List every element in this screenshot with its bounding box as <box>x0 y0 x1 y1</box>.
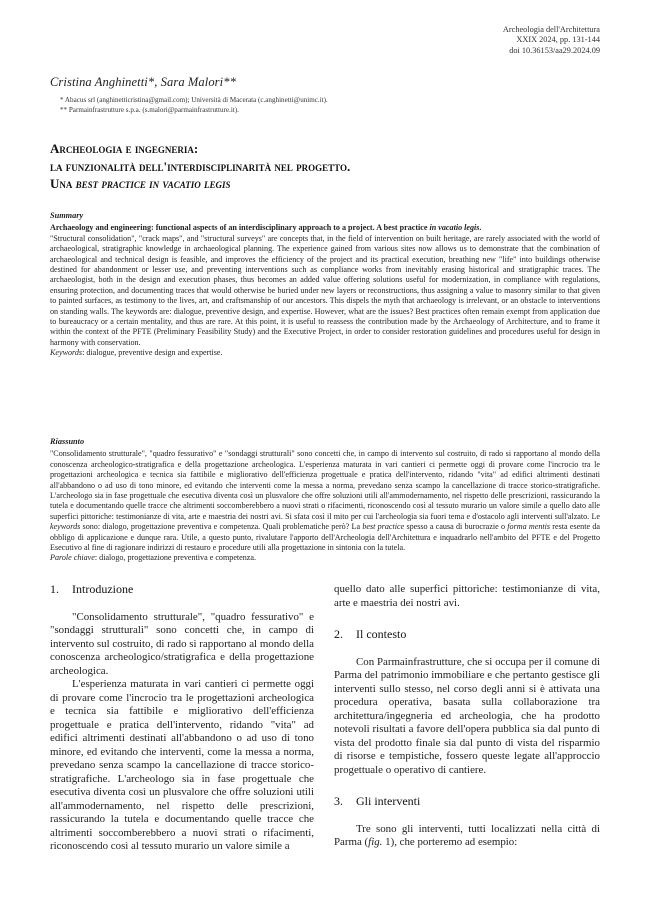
paper-title <box>50 140 350 193</box>
section-1-heading: 1. Introduzione <box>50 582 134 596</box>
summary-body: "Structural consolidation", "crack maps", and "structural surveys" are concepts that, in the field of intervention on built heritage, are rarely associated with the world of archaeological, stratigraphic knowledge in archaeological planning. The experience gained from various sites now allows us to demonstrate that the combination of archaeological and technical design is feasible, and improves the efficiency of the project and its practical execution, breathing new "life" into buildings otherwise destined for abandonment or lesser use, and preventing interventions such as compliance works from inevitably erasing historical and stratigraphic traces. The archaeologist, both in the design and execution phases, thus becomes an added value offering solutions useful for modernization, in compliance with regulations, ensuring protection, and documenting traces that would otherwise be buried under new layers or reconstructions, thus assigning a value to masonry similar to that given to painted surfaces, as testimony to the lives, art, and craftsmanship of our ancestors. This dispels the myth that archaeology is irrelevant, or an obstacle to interventions on standing walls. The keywords are: dialogue, preventive design, and expertise. However, what are the issues? Best practices often remain exempt from application due to bureaucracy or a certain mentality, and thus are rare. At this point, it is useful to reassess the contribution made by the Archaeology of Architecture, and to frame it within the context of the PFTE (Preliminary Feasibility Study) and the Executive Project, in order to consider restoration guidelines and procedures useful for design in harmony with conservation. <box>50 233 600 347</box>
riassunto-keywords: Parole chiave: dialogo, progettazione preventiva e competenza. <box>50 553 257 563</box>
journal-doi: doi 10.36153/aa29.2024.09 <box>509 45 600 55</box>
summary-block <box>50 211 600 359</box>
running-header <box>503 25 600 56</box>
left-column <box>50 583 314 854</box>
riassunto-block <box>50 437 600 564</box>
title-line-3-italic: best practice in vacatio legis <box>75 176 231 191</box>
section-1-paragraph-1: "Consolidamento strutturale", "quadro fessurativo" e "sondaggi strutturali" sono concetti che, in campo di intervento sul costruito, di rado si rapportano al mondo della conoscenza archeologico/stratigrafica e della progettazione archeologica. <box>50 610 314 677</box>
journal-name: Archeologia dell'Architettura <box>502 25 600 34</box>
summary-keywords: Keywords: dialogue, preventive design and expertise. <box>50 348 223 358</box>
affiliations <box>60 96 328 115</box>
section-1-paragraph-2: L'esperienza maturata in vari cantieri ci permette oggi di provare come l'incrocio tra le progettazioni archeologica e tecnica sia fattibile e migliorativo dell'efficienza progettuale e pratica dell'intervento, ridando "vita" ad edifici altrimenti destinati all'abbandono o ad uso di tono minore, ed evitando che interventi, come la messa a norma, prevedano senza scampo la cancellazione di tracce storico-stratigrafiche. L'archeologo sia in fase progettuale che esecutiva diventa così un plusvalore che offre soluzioni utili all'ammodernamento, nel rispetto delle prescrizioni, rassicurando la tutela e documentando quelle tracce che altrimenti soccomberebbero a nuovi strati o rifacimenti, riconoscendo così al tessuto murario un valore simile a <box>50 678 314 852</box>
summary-heading: Summary <box>50 211 84 220</box>
affiliation-2: ** Parmainfrastrutture s.p.a. (s.malori@parmainfrastrutture.it). <box>60 105 239 114</box>
section-3-heading: 3. Gli interventi <box>334 794 421 808</box>
section-3-paragraph-1: Tre sono gli interventi, tutti localizzati nella città di Parma (fig. 1), che porteremo ad esempio: <box>334 822 600 848</box>
title-line-1: Archeologia e ingegneria: <box>50 141 199 156</box>
section-1-continuation: quello dato alle superfici pittoriche: testimonianze di vita, arte e maestria dei nostri avi. <box>334 583 600 609</box>
authors: Cristina Anghinetti*, Sara Malori** <box>50 75 236 89</box>
riassunto-heading: Riassunto <box>50 437 85 446</box>
title-line-3-prefix: Una <box>50 176 76 191</box>
right-column <box>334 583 600 850</box>
title-line-2: la funzionalità dell'interdisciplinarità nel progetto. <box>50 158 351 174</box>
riassunto-body: "Consolidamento strutturale", "quadro fessurativo" e "sondaggi strutturali" sono concetti che, in campo di intervento sul costruito, di rado si rapportano al mondo della conoscenza archeologico-stratigrafica e della progettazione archeologica. L'esperienza maturata in vari cantieri ci permette oggi di provare come l'incrocio tra le progettazioni archeologica e tecnica sia fattibile e migliorativo dell'efficienza progettuale e pratica dell'intervento, ridando "vita" ad edifici altrimenti destinati all'abbandono o ad uso di tono minore, ed evitando che interventi come la messa a norma, prevedano senza scampo la cancellazione di tracce storico-stratigrafiche. L'archeologo sia in fase progettuale che esecutiva diventa così un plusvalore che offre soluzioni utili all'ammodernamento, nel rispetto delle prescrizioni, rassicurando la tutela e documentando quelle tracce che altrimenti soccomberebbero a nuovi strati o rifacimenti, riconoscendo così al tessuto murario un valore simile a quello dato alle superfici pittoriche: testimonianze di vita, arte e maestria dei nostri avi. Si sfata così il mito per cui l'archeologia sia fuori tema e d'ostacolo agli interventi sull'alzato. Le keywords sono: dialogo, progettazione preventiva e competenza. Quali problematiche però? La best practice spesso a causa di burocrazie o forma mentis resta esente da obbligo di applicazione e dunque rara. Utile, a questo punto, rivalutare l'apporto dell'Archeologia dell'Architettura e inquadrarlo nell'ambito del PFTE e del Progetto Esecutivo al fine di ragionare indirizzi di restauro e procedure utili alla progettazione in sintonia con la tutela. <box>50 449 600 553</box>
section-2-paragraph-1: Con Parmainfrastrutture, che si occupa per il comune di Parma del patrimonio immobiliare e che pertanto gestisce gli interventi sullo stesso, nel corso degli anni si è attivata una procedura operativa, basata sulla collaborazione tra architettura/ingegneria ed archeologia, che ha prodotto notevoli risultati a favore dell'opera pubblica sia dal punto di vista del prodotto finale sia dal punto di vista del risparmio di risorse e tempistiche, fossero queste legate all'approccio progettuale o operativo di cantiere. <box>334 655 600 776</box>
affiliation-1: * Abacus srl (anghinetticristina@gmail.com); Università di Macerata (c.anghinetti@unimc.it). <box>60 96 328 104</box>
section-2-heading: 2. Il contesto <box>334 627 407 641</box>
summary-title: Archaeology and engineering: functional aspects of an interdisciplinary approach to a project. A best practice in vacatio legis. <box>50 223 482 233</box>
journal-volume: XXIX 2024, pp. 131-144 <box>516 35 600 45</box>
